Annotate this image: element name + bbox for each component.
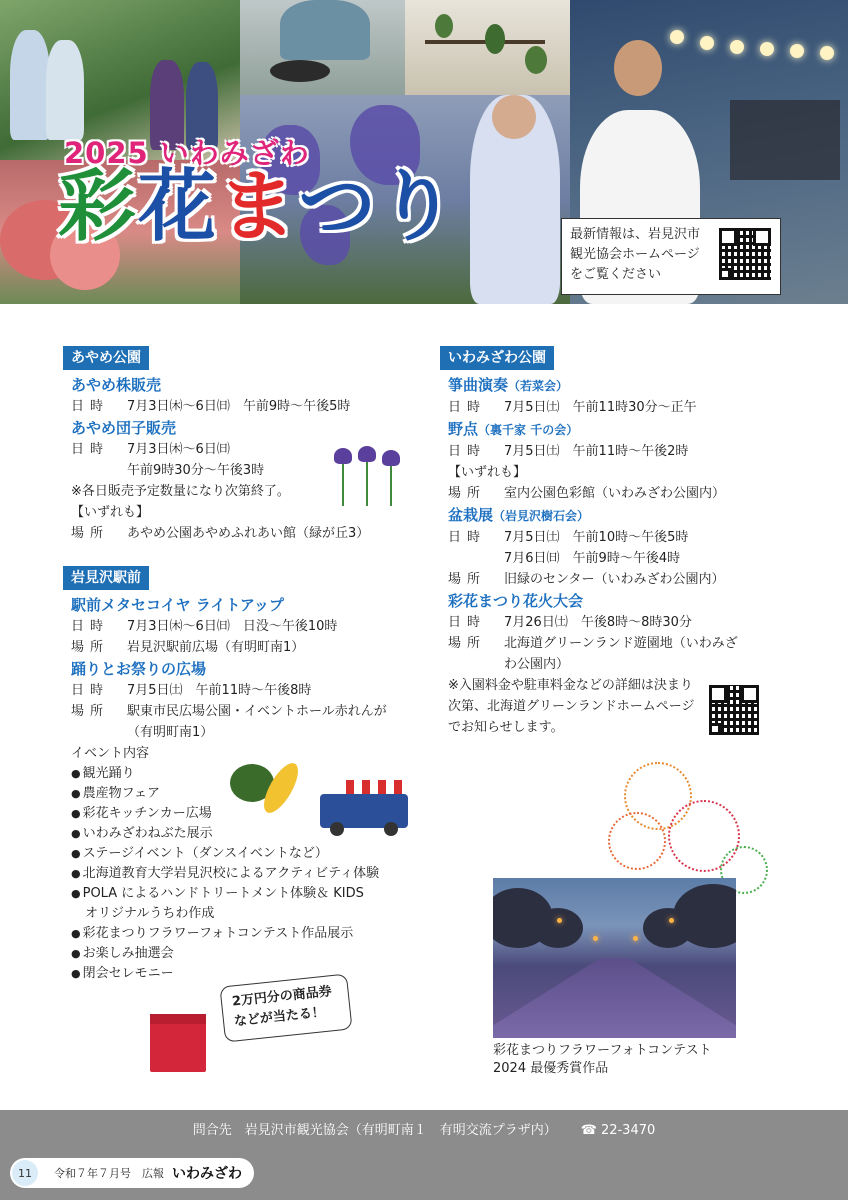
row-label: 場所 bbox=[71, 526, 110, 541]
festival-title bbox=[58, 162, 459, 252]
row-value: 7月26日㈯ 午後8時～8時30分 bbox=[504, 615, 692, 630]
row-continuation: 午前9時30分～午後3時 bbox=[127, 463, 265, 478]
row-value: 7月5日㈯ 午前11時～午後8時 bbox=[127, 683, 312, 698]
row-value: 7月5日㈯ 午前10時～午後5時 bbox=[504, 530, 689, 545]
homepage-qr-code[interactable] bbox=[719, 228, 771, 280]
list-item: ● 彩花まつりフラワーフォトコンテスト作品展示 bbox=[71, 924, 418, 944]
vegetables-illustration bbox=[230, 760, 320, 820]
latest-info-text: 最新情報は、岩見沢市観光協会ホームページをご覧ください bbox=[570, 227, 701, 282]
event-title: 踊りとお祭りの広場 bbox=[71, 660, 207, 678]
firework-illustration bbox=[608, 812, 666, 870]
event-title-main: 箏曲演奏 bbox=[448, 376, 509, 394]
event-detail-row bbox=[63, 680, 418, 701]
issue-text: 令和７年７月号 広報 bbox=[54, 1167, 164, 1180]
row-value: 7月3日㈭～6日㈰ 午前9時～午後5時 bbox=[127, 399, 351, 414]
contact-text: 問合先 岩見沢市観光協会（有明町南１ 有明交流プラザ内） bbox=[192, 1123, 557, 1138]
row-label: 日時 bbox=[448, 400, 487, 415]
event-contents-heading: イベント内容 bbox=[71, 746, 150, 761]
place-row bbox=[63, 523, 418, 544]
place-row bbox=[63, 701, 418, 722]
event-title-sub: （若菜会） bbox=[508, 379, 569, 393]
row-value: あやめ公園あやめふれあい館（緑が丘3） bbox=[127, 526, 370, 541]
row-label: 日時 bbox=[448, 615, 487, 630]
event-title-main: 野点 bbox=[448, 420, 479, 438]
event-title-main: 盆栽展 bbox=[448, 506, 494, 524]
greenland-qr-code[interactable] bbox=[709, 685, 759, 735]
footer bbox=[0, 1110, 848, 1200]
title-char-4: つり bbox=[298, 162, 459, 252]
row-label: 日時 bbox=[71, 683, 110, 698]
row-value: 7月3日㈭～6日㈰ 日没～午後10時 bbox=[127, 619, 338, 634]
event-title: 彩花まつり花火大会 bbox=[448, 592, 584, 610]
place-row bbox=[440, 483, 780, 504]
row-label: 場所 bbox=[71, 704, 110, 719]
list-item: ● 観光踊り bbox=[71, 764, 418, 784]
list-item: ● 彩花キッチンカー広場 bbox=[71, 804, 418, 824]
event-detail-row bbox=[63, 396, 418, 417]
place-row bbox=[440, 633, 780, 654]
row-value: 駅東市民広場公園・イベントホール赤れんが bbox=[127, 704, 387, 719]
title-char-1: 彩 bbox=[58, 162, 139, 252]
festival-subtitle: 2025 いわみざわ bbox=[64, 136, 310, 170]
magazine-title: いわみざわ bbox=[172, 1166, 242, 1182]
event-detail-row bbox=[63, 616, 418, 637]
row-continuation: わ公園内） bbox=[504, 657, 570, 672]
row-label: 場所 bbox=[448, 572, 487, 587]
row-label: 日時 bbox=[71, 399, 110, 414]
phone-icon: ☎ bbox=[580, 1123, 597, 1138]
section-heading-ayame: あやめ公園 bbox=[63, 346, 149, 370]
row-label: 日時 bbox=[71, 619, 110, 634]
hero-banner bbox=[0, 0, 848, 304]
event-detail-row bbox=[440, 397, 780, 418]
right-column bbox=[440, 346, 780, 738]
list-item: ● お楽しみ抽選会 bbox=[71, 944, 418, 964]
issue-label bbox=[10, 1158, 254, 1188]
both-label: 【いずれも】 bbox=[448, 465, 527, 480]
fee-note: ※入園料金や駐車料金などの詳細は決まり次第、北海道グリーンランドホームページでお知らせします。 bbox=[448, 678, 695, 735]
place-row bbox=[63, 637, 418, 658]
event-detail-row bbox=[440, 527, 780, 548]
row-label: 場所 bbox=[71, 640, 110, 655]
row-label: 場所 bbox=[448, 636, 487, 651]
photo-bonsai bbox=[405, 0, 570, 95]
event-detail-row bbox=[440, 441, 780, 462]
list-item: ● いわみざわねぶた展示 bbox=[71, 824, 418, 844]
event-title bbox=[440, 504, 780, 527]
contact-line bbox=[0, 1120, 848, 1142]
caption-line-1: 彩花まつりフラワーフォトコンテスト bbox=[493, 1043, 712, 1058]
event-title: あやめ団子販売 bbox=[71, 419, 177, 437]
row-label: 日時 bbox=[448, 444, 487, 459]
caption-line-2: 2024 最優秀賞作品 bbox=[493, 1061, 609, 1076]
contest-caption bbox=[493, 1042, 712, 1078]
contest-winning-photo bbox=[493, 878, 736, 1038]
section-heading-park: いわみざわ公園 bbox=[440, 346, 554, 370]
event-title: 駅前メタセコイヤ ライトアップ bbox=[71, 596, 284, 614]
sales-note: ※各日販売予定数量になり次第終了。 bbox=[71, 484, 290, 499]
row-label: 日時 bbox=[448, 530, 487, 545]
row-label: 場所 bbox=[448, 486, 487, 501]
row-value: 岩見沢駅前広場（有明町南1） bbox=[127, 640, 305, 655]
iris-illustration bbox=[330, 446, 408, 508]
list-item: ● ステージイベント（ダンスイベントなど） bbox=[71, 844, 418, 864]
title-char-3: ま bbox=[218, 162, 299, 252]
list-item: ● 北海道教育大学岩見沢校によるアクティビティ体験 bbox=[71, 864, 418, 884]
page-number: 11 bbox=[12, 1160, 38, 1186]
event-title bbox=[440, 418, 780, 441]
phone-number[interactable]: 22-3470 bbox=[600, 1123, 656, 1138]
event-list-2 bbox=[63, 924, 418, 984]
row-value: 北海道グリーンランド遊園地（いわみざ bbox=[504, 636, 738, 651]
row-continuation: 7月6日㈰ 午前9時～午後4時 bbox=[504, 551, 681, 566]
prize-bubble: 2万円分の商品券などが当たる！ bbox=[219, 973, 352, 1042]
row-continuation: （有明町南1） bbox=[127, 725, 214, 740]
place-row bbox=[440, 569, 780, 590]
both-label: 【いずれも】 bbox=[71, 505, 150, 520]
event-title-sub: （岩見沢樹石会） bbox=[493, 509, 590, 523]
lottery-box-illustration bbox=[150, 1020, 206, 1072]
list-item: ● 農産物フェア bbox=[71, 784, 418, 804]
row-value: 7月3日㈭～6日㈰ bbox=[127, 442, 230, 457]
row-value: 7月5日㈯ 午前11時～午後2時 bbox=[504, 444, 689, 459]
row-value: 室内公園色彩館（いわみざわ公園内） bbox=[504, 486, 726, 501]
left-column bbox=[63, 346, 418, 984]
kitchen-car-illustration bbox=[320, 780, 410, 840]
event-title-sub: （裏千家 千の会） bbox=[478, 423, 579, 437]
title-char-2: 花 bbox=[138, 162, 219, 252]
row-value: 旧緑のセンター（いわみざわ公園内） bbox=[504, 572, 725, 587]
event-title: あやめ株販売 bbox=[71, 376, 162, 394]
list-item: ● POLA によるハンドトリートメント体験＆ KIDS bbox=[71, 884, 418, 904]
photo-tea-ceremony bbox=[240, 0, 405, 95]
list-item-continuation: オリジナルうちわ作成 bbox=[85, 906, 215, 921]
event-title bbox=[440, 374, 780, 397]
section-heading-station: 岩見沢駅前 bbox=[63, 566, 149, 590]
list-item: ● 閉会セレモニー bbox=[71, 964, 418, 984]
row-label: 日時 bbox=[71, 442, 110, 457]
row-value: 7月5日㈯ 午前11時30分～正午 bbox=[504, 400, 697, 415]
event-detail-row bbox=[440, 612, 780, 633]
